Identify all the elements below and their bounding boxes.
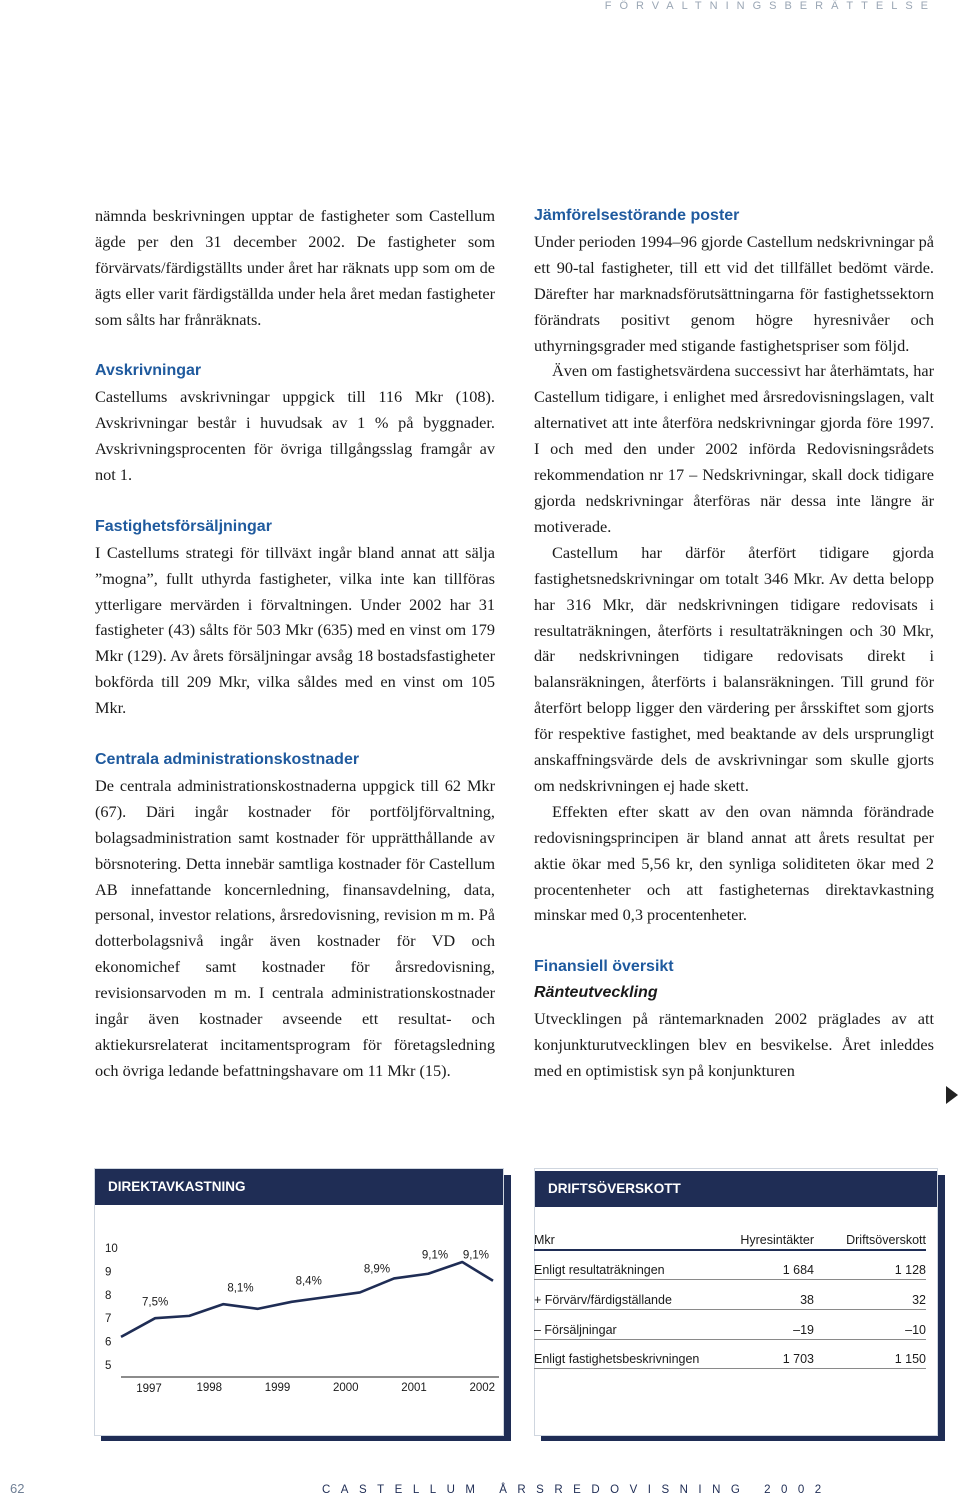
table-row (534, 1310, 926, 1340)
finance-subheading: Ränteutveckling (534, 984, 658, 1002)
comparison-paragraph-3: Castellum har därför återfört tidigare gjorda fastighetsnedskrivningar om totalt 346 Mkr. Av detta belopp har 316 Mkr, där nedskrivningen tidigare redovisats i resultaträkningen, återförts i resultaträkningen och 30 Mkr, där nedskrivningen tidigare redovisats direkt i balansräkningen, återförts i balansräkningen. Till grund för återfört belopp ligger den värdering per årsskiftet som gjorts för respektive fastighet, med beaktande av dels ursprungligt anskaffningsvärde dels de avskrivningar som skulle gjorts om nedskrivningen ej hade skett. (534, 542, 934, 795)
intro-paragraph: nämnda beskrivningen upptar de fastigheter som Castellum ägde per den 31 december 2002. De fastigheter som förvärvats/färdigställts under året har räknats upp som om de ägts eller varit färdigställda under hela året medan fastigheter som sålts har frånräknats. (95, 206, 495, 329)
admin-paragraph: De centrala administrationskostnaderna uppgick till 62 Mkr (67). Däri ingår kostnader för portföljförvaltning, bolagsadministration samt kostnader för upprätthållande av börsnotering. Detta innebär samtliga kostnader för Castellum AB innefattande koncernledning, finansavdelning, data, personal, investor relations, årsredovisning, revision m m. På dotterbolagsnivå ingår även kostnader för VD och ekonomichef samt kostnader för årsredovisning, revisionsarvoden m m. I centrala administrationskostnader ingår även kostnader avseende ett resultat- och aktiekursrelaterat incitamentsprogram för företagsledning och övriga ledande befattningshavare om 11 Mkr (15). (95, 775, 495, 1080)
y-tick-label: 5 (105, 1360, 112, 1372)
y-tick-label: 10 (105, 1243, 118, 1255)
x-tick-label: 2001 (401, 1382, 427, 1394)
section-header: FÖRVALTNINGSBERÄTTELSE (604, 0, 936, 12)
y-tick-label: 7 (105, 1313, 112, 1326)
row-label: Enligt fastighetsbeskrivningen (534, 1352, 700, 1367)
footer-title: CASTELLUM ÅRSREDOVISNING 2002 (322, 1484, 832, 1496)
cell-value: 1 150 (894, 1352, 926, 1367)
cell-value: 1 684 (782, 1263, 814, 1278)
chart-box-title: DIREKTAVKASTNING (95, 1169, 503, 1205)
cell-value: 38 (800, 1293, 814, 1308)
column-header: Hyresintäkter (740, 1232, 814, 1247)
row-label: + Förvärv/färdigställande (534, 1293, 672, 1308)
row-label: Enligt resultaträkningen (534, 1263, 665, 1278)
chart-box (94, 1168, 504, 1436)
data-label: 9,1% (421, 1249, 449, 1262)
row-label: – Försäljningar (534, 1322, 617, 1337)
data-label: 8,9% (363, 1263, 391, 1276)
table-row (534, 1280, 926, 1310)
direktavkastning-line (121, 1262, 493, 1337)
x-tick-label: 1999 (264, 1382, 291, 1394)
comparison-paragraph-1: Under perioden 1994–96 gjorde Castellum nedskrivningar på ett 90-tal fastigheter, till ett vid det tillfället bedömt värde. Därefter har marknadsförutsättningarna för fastighetssektorn förändrats positivt genom högre hyresnivåer och uthyrningsgrader med stigande fastighetspriser som följd. (534, 231, 934, 355)
finance-paragraph: Utvecklingen på räntemarknaden 2002 präglades av att konjunkturutvecklingen blev en besvikelse. Året inleddes med en optimistisk syn på konjunkturen (534, 1009, 934, 1080)
comparison-paragraph-4: Effekten efter skatt av den ovan nämnda förändrade redovisningsprincipen är bland annat att årets resultat per aktie ökar med 5,56 kr, den synliga soliditeten ökar med 2 procentenheter och att fastigheternas direktavkastning minskar med 0,3 procentenheter. (534, 801, 934, 925)
data-label: 9,1% (462, 1249, 490, 1262)
page-number: 62 (10, 1481, 25, 1496)
cell-value: –10 (905, 1322, 926, 1337)
cell-value: –19 (793, 1322, 814, 1337)
cell-value: 1 128 (894, 1263, 926, 1278)
left-column (95, 203, 495, 1084)
x-tick-label: 1998 (196, 1382, 223, 1394)
sales-paragraph: I Castellums strategi för tillväxt ingår bland annat att sälja ”mogna”, fullt uthyrda fastigheter, vilka inte kan tillföras ytterligare mervärden i förvaltningen. Under 2002 har 31 fastigheter (43) sålts för 503 Mkr (635) med en vinst om 179 Mkr (129). Av årets försäljningar avsåg 18 bostadsfastigheter bokförda till 209 Mkr, vilka såldes med en vinst om 105 Mkr. (95, 542, 495, 718)
y-tick-label: 8 (105, 1289, 112, 1302)
y-tick-label: 6 (105, 1336, 112, 1349)
data-label: 7,5% (142, 1296, 169, 1309)
column-header: Driftsöverskott (846, 1232, 926, 1247)
depreciation-paragraph: Castellums avskrivningar uppgick till 116 Mkr (108). Avskrivningar består i huvudsak av 1 % på byggnader. Avskrivningsprocenten för övriga tillgångsslag framgår av not 1. (95, 387, 495, 485)
driftsoverskott-table (534, 1220, 926, 1369)
table-header-row (534, 1220, 926, 1251)
x-tick-label: 2002 (469, 1382, 496, 1394)
table-row (534, 1251, 926, 1281)
data-label: 8,4% (295, 1275, 322, 1288)
finance-heading: Finansiell översikt (534, 958, 674, 976)
y-tick-label: 9 (105, 1266, 112, 1279)
cell-value: 1 703 (782, 1352, 814, 1367)
admin-heading: Centrala administrationskostnader (95, 750, 360, 768)
data-label: 8,1% (227, 1282, 254, 1295)
depreciation-heading: Avskrivningar (95, 362, 202, 380)
cell-value: 32 (912, 1293, 926, 1308)
comparison-heading: Jämförelsestörande poster (534, 207, 740, 224)
table-row (534, 1340, 926, 1370)
table-box-title: DRIFTSÖVERSKOTT (535, 1171, 937, 1207)
sales-heading: Fastighetsförsäljningar (95, 517, 272, 535)
direktavkastning-chart (95, 1205, 503, 1435)
x-tick-label: 1997 (136, 1383, 162, 1395)
continue-arrow-icon (946, 1086, 958, 1104)
comparison-paragraph-2: Även om fastighetsvärdena successivt har återhämtats, har Castellum tidigare, i enlighet med årsredovisningslagen, valt alternativet att inte återföra nedskrivningar gjorda före 1997. I och med den under 2002 införda Redovisningsrådets rekommendation nr 17 – Nedskrivningar, skall dock tidigare gjorda nedskrivningar återföras när dessa inte längre är motiverade. (534, 361, 934, 536)
x-tick-label: 2000 (332, 1382, 359, 1394)
right-column (534, 203, 934, 1084)
column-header: Mkr (534, 1232, 555, 1247)
